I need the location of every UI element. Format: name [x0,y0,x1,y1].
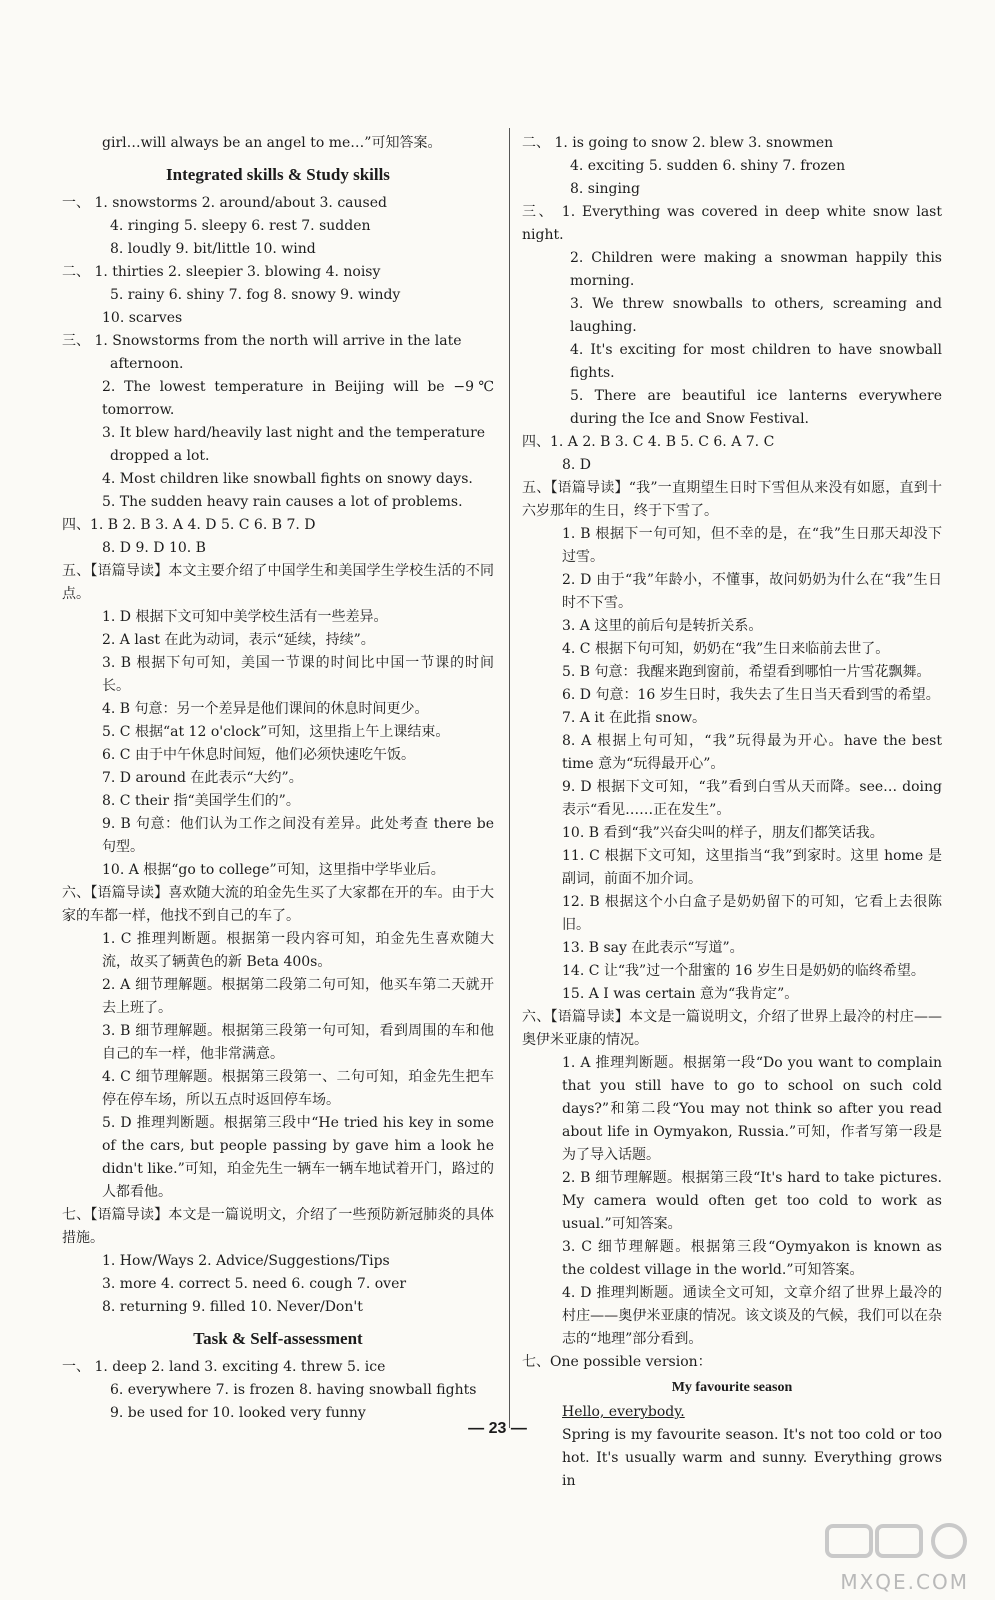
text-line: 二、 1. thirties 2. sleepier 3. blowing 4. noisy [62,264,381,280]
text-line: 1. A 推理判断题。根据第一段“Do you want to complain that you still have to go to school on such cold days?”和第二段“You may not think so after you read about life in Oymyakon, Russia.”可知，作者写第一段是为了导入话题。 [562,1055,942,1163]
text-line: 5. B 句意：我醒来跑到窗前，希望看到哪怕一片雪花飘舞。 [562,664,931,680]
text-line: 七、One possible version： [522,1354,712,1370]
text-line: 8. C their 指“美国学生们的”。 [102,793,300,809]
text-line: 14. C 让“我”过一个甜蜜的 16 岁生日是奶奶的临终希望。 [562,963,925,979]
text-line: afternoon. [110,356,184,372]
text-line: 6. C 由于中午休息时间短，他们必须快速吃午饭。 [102,747,415,763]
text-line: 10. A 根据“go to college”可知，这里指中学毕业后。 [102,862,445,878]
text-line: Spring is my favourite season. It's not too cold or too hot. It's usually warm and sunny. Everything grows in [562,1427,942,1489]
text-line: 12. B 根据这个小白盒子是奶奶留下的可知，它看上去很陈旧。 [562,894,942,933]
text-line: 1. B 根据下一句可知，但不幸的是，在“我”生日那天却没下过雪。 [562,526,942,565]
text-line: 四、1. B 2. B 3. A 4. D 5. C 6. B 7. D [62,517,316,533]
text-line: 2. D 由于“我”年龄小，不懂事，故问奶奶为什么在“我”生日时不下雪。 [562,572,942,611]
text-line: 4. C 细节理解题。根据第三段第一、二句可知，珀金先生把车停在停车场，所以五点时返回停车场。 [102,1069,494,1108]
text-line: 3. B 细节理解题。根据第三段第一句可知，看到周围的车和他自己的车一样，他非常满意。 [102,1023,494,1062]
text-line: 六、【语篇导读】喜欢随大流的珀金先生买了大家都在开的车。由于大家的车都一样，他找不到自己的车了。 [62,885,494,924]
text-line: 4. exciting 5. sudden 6. shiny 7. frozen [570,158,846,174]
text-line: 一、 1. deep 2. land 3. exciting 4. threw 5. ice [62,1359,386,1375]
text-line: 2. A 细节理解题。根据第二段第二句可知，他买车第二天就开去上班了。 [102,977,494,1016]
left-column [62,132,494,1425]
text-line: 2. The lowest temperature in Beijing will be −9℃ tomorrow. [102,379,494,418]
text-line: 7. D around 在此表示“大约”。 [102,770,303,786]
text-line: Hello, everybody. [562,1404,685,1420]
text-line: 3. We threw snowballs to others, screaming and laughing. [570,296,942,335]
text-line: 一、 1. snowstorms 2. around/about 3. caused [62,195,387,211]
text-line: 3. B 根据下句可知，美国一节课的时间比中国一节课的时间长。 [102,655,494,694]
page-number: — 23 — [468,1420,527,1437]
text-line: 3. more 4. correct 5. need 6. cough 7. over [102,1276,407,1292]
text-line: 8. singing [570,181,640,197]
section-heading: My favourite season [671,1380,793,1395]
text-line: dropped a lot. [110,448,210,464]
text-line: 二、 1. is going to snow 2. blew 3. snowmen [522,135,834,151]
text-line: 4. Most children like snowball fights on snowy days. [102,471,473,487]
text-line: 8. D [562,457,592,473]
text-line: 5. rainy 6. shiny 7. fog 8. snowy 9. windy [110,287,401,303]
text-line: 5. D 推理判断题。根据第三段中“He tried his key in some of the cars, but people passing by gave him a look he didn't like.”可知，珀金先生一辆车一辆车地试着开门，路过的人都看他。 [102,1115,494,1200]
section-heading: Task & Self-assessment [193,1329,363,1348]
text-line: 9. be used for 10. looked very funny [110,1405,366,1421]
text-line: 4. ringing 5. sleepy 6. rest 7. sudden [110,218,371,234]
text-line: 5. The sudden heavy rain causes a lot of problems. [102,494,463,510]
text-line: 4. C 根据下句可知，奶奶在“我”生日来临前去世了。 [562,641,890,657]
text-line: 8. returning 9. filled 10. Never/Don't [102,1299,363,1315]
text-line: 15. A I was certain 意为“我肯定”。 [562,986,799,1002]
text-line: 13. B say 在此表示“写道”。 [562,940,744,956]
text-line: 6. D 句意：16 岁生日时，我失去了生日当天看到雪的希望。 [562,687,940,703]
watermark-text: MXQE.COM [840,1570,969,1594]
text-line: 3. It blew hard/heavily last night and the temperature [102,425,486,441]
text-line: 7. A it 在此指 snow。 [562,710,706,726]
text-line: 1. C 推理判断题。根据第一段内容可知，珀金先生喜欢随大流，故买了辆黄色的新 Beta 400s。 [102,931,494,970]
right-column [522,132,942,1493]
text-line: 五、【语篇导读】“我”一直期望生日时下雪但从来没有如愿，直到十六岁那年的生日，终于下雪了。 [522,480,942,519]
text-line: 4. It's exciting for most children to have snowball fights. [570,342,942,381]
column-divider [509,128,510,1428]
text-line: 三、 1. Everything was covered in deep white snow last night. [522,204,942,243]
text-line: 10. scarves [102,310,183,326]
text-line: 8. A 根据上句可知，“我”玩得最为开心。have the best time 意为“玩得最开心”。 [562,733,942,772]
text-line: 4. B 句意：另一个差异是他们课间的休息时间更少。 [102,701,429,717]
text-line: 6. everywhere 7. is frozen 8. having snowball fights [110,1382,477,1398]
text-line: 六、【语篇导读】本文是一篇说明文，介绍了世界上最冷的村庄——奥伊米亚康的情况。 [522,1009,942,1048]
text-line: 4. D 推理判断题。通读全文可知，文章介绍了世界上最冷的村庄——奥伊米亚康的情况。该文谈及的气候，我们可以在杂志的“地理”部分看到。 [562,1285,942,1347]
text-line: 1. D 根据下文可知中美学校生活有一些差异。 [102,609,388,625]
text-line: 四、1. A 2. B 3. C 4. B 5. C 6. A 7. C [522,434,775,450]
text-line: 9. B 句意：他们认为工作之间没有差异。此处考查 there be 句型。 [102,816,494,855]
section-heading: Integrated skills & Study skills [166,165,390,184]
text-line: 三、 1. Snowstorms from the north will arrive in the late [62,333,462,349]
text-line: 五、【语篇导读】本文主要介绍了中国学生和美国学生学校生活的不同点。 [62,563,494,602]
text-line: girl…will always be an angel to me…”可知答案。 [102,135,442,151]
text-line: 3. A 这里的前后句是转折关系。 [562,618,763,634]
text-line: 5. C 根据“at 12 o'clock”可知，这里指上午上课结束。 [102,724,450,740]
text-line: 11. C 根据下文可知，这里指当“我”到家时。这里 home 是副词，前面不加介词。 [562,848,942,887]
text-line: 8. loudly 9. bit/little 10. wind [110,241,316,257]
text-line: 8. D 9. D 10. B [102,540,206,556]
text-line: 3. C 细节理解题。根据第三段“Oymyakon is known as the coldest village in the world.”可知答案。 [562,1239,942,1278]
text-line: 七、【语篇导读】本文是一篇说明文，介绍了一些预防新冠肺炎的具体措施。 [62,1207,494,1246]
text-line: 2. Children were making a snowman happily this morning. [570,250,942,289]
text-line: 2. B 细节理解题。根据第三段“It's hard to take pictures. My camera would often get too cold to work as usual.”可知答案。 [562,1170,942,1232]
text-line: 2. A last 在此为动词，表示“延续，持续”。 [102,632,375,648]
text-line: 10. B 看到“我”兴奋尖叫的样子，朋友们都笑话我。 [562,825,884,841]
text-line: 1. How/Ways 2. Advice/Suggestions/Tips [102,1253,390,1269]
text-line: 5. There are beautiful ice lanterns everywhere during the Ice and Snow Festival. [570,388,942,427]
text-line: 9. D 根据下文可知，“我”看到白雪从天而降。see… doing 表示“看见……正在发生”。 [562,779,942,818]
